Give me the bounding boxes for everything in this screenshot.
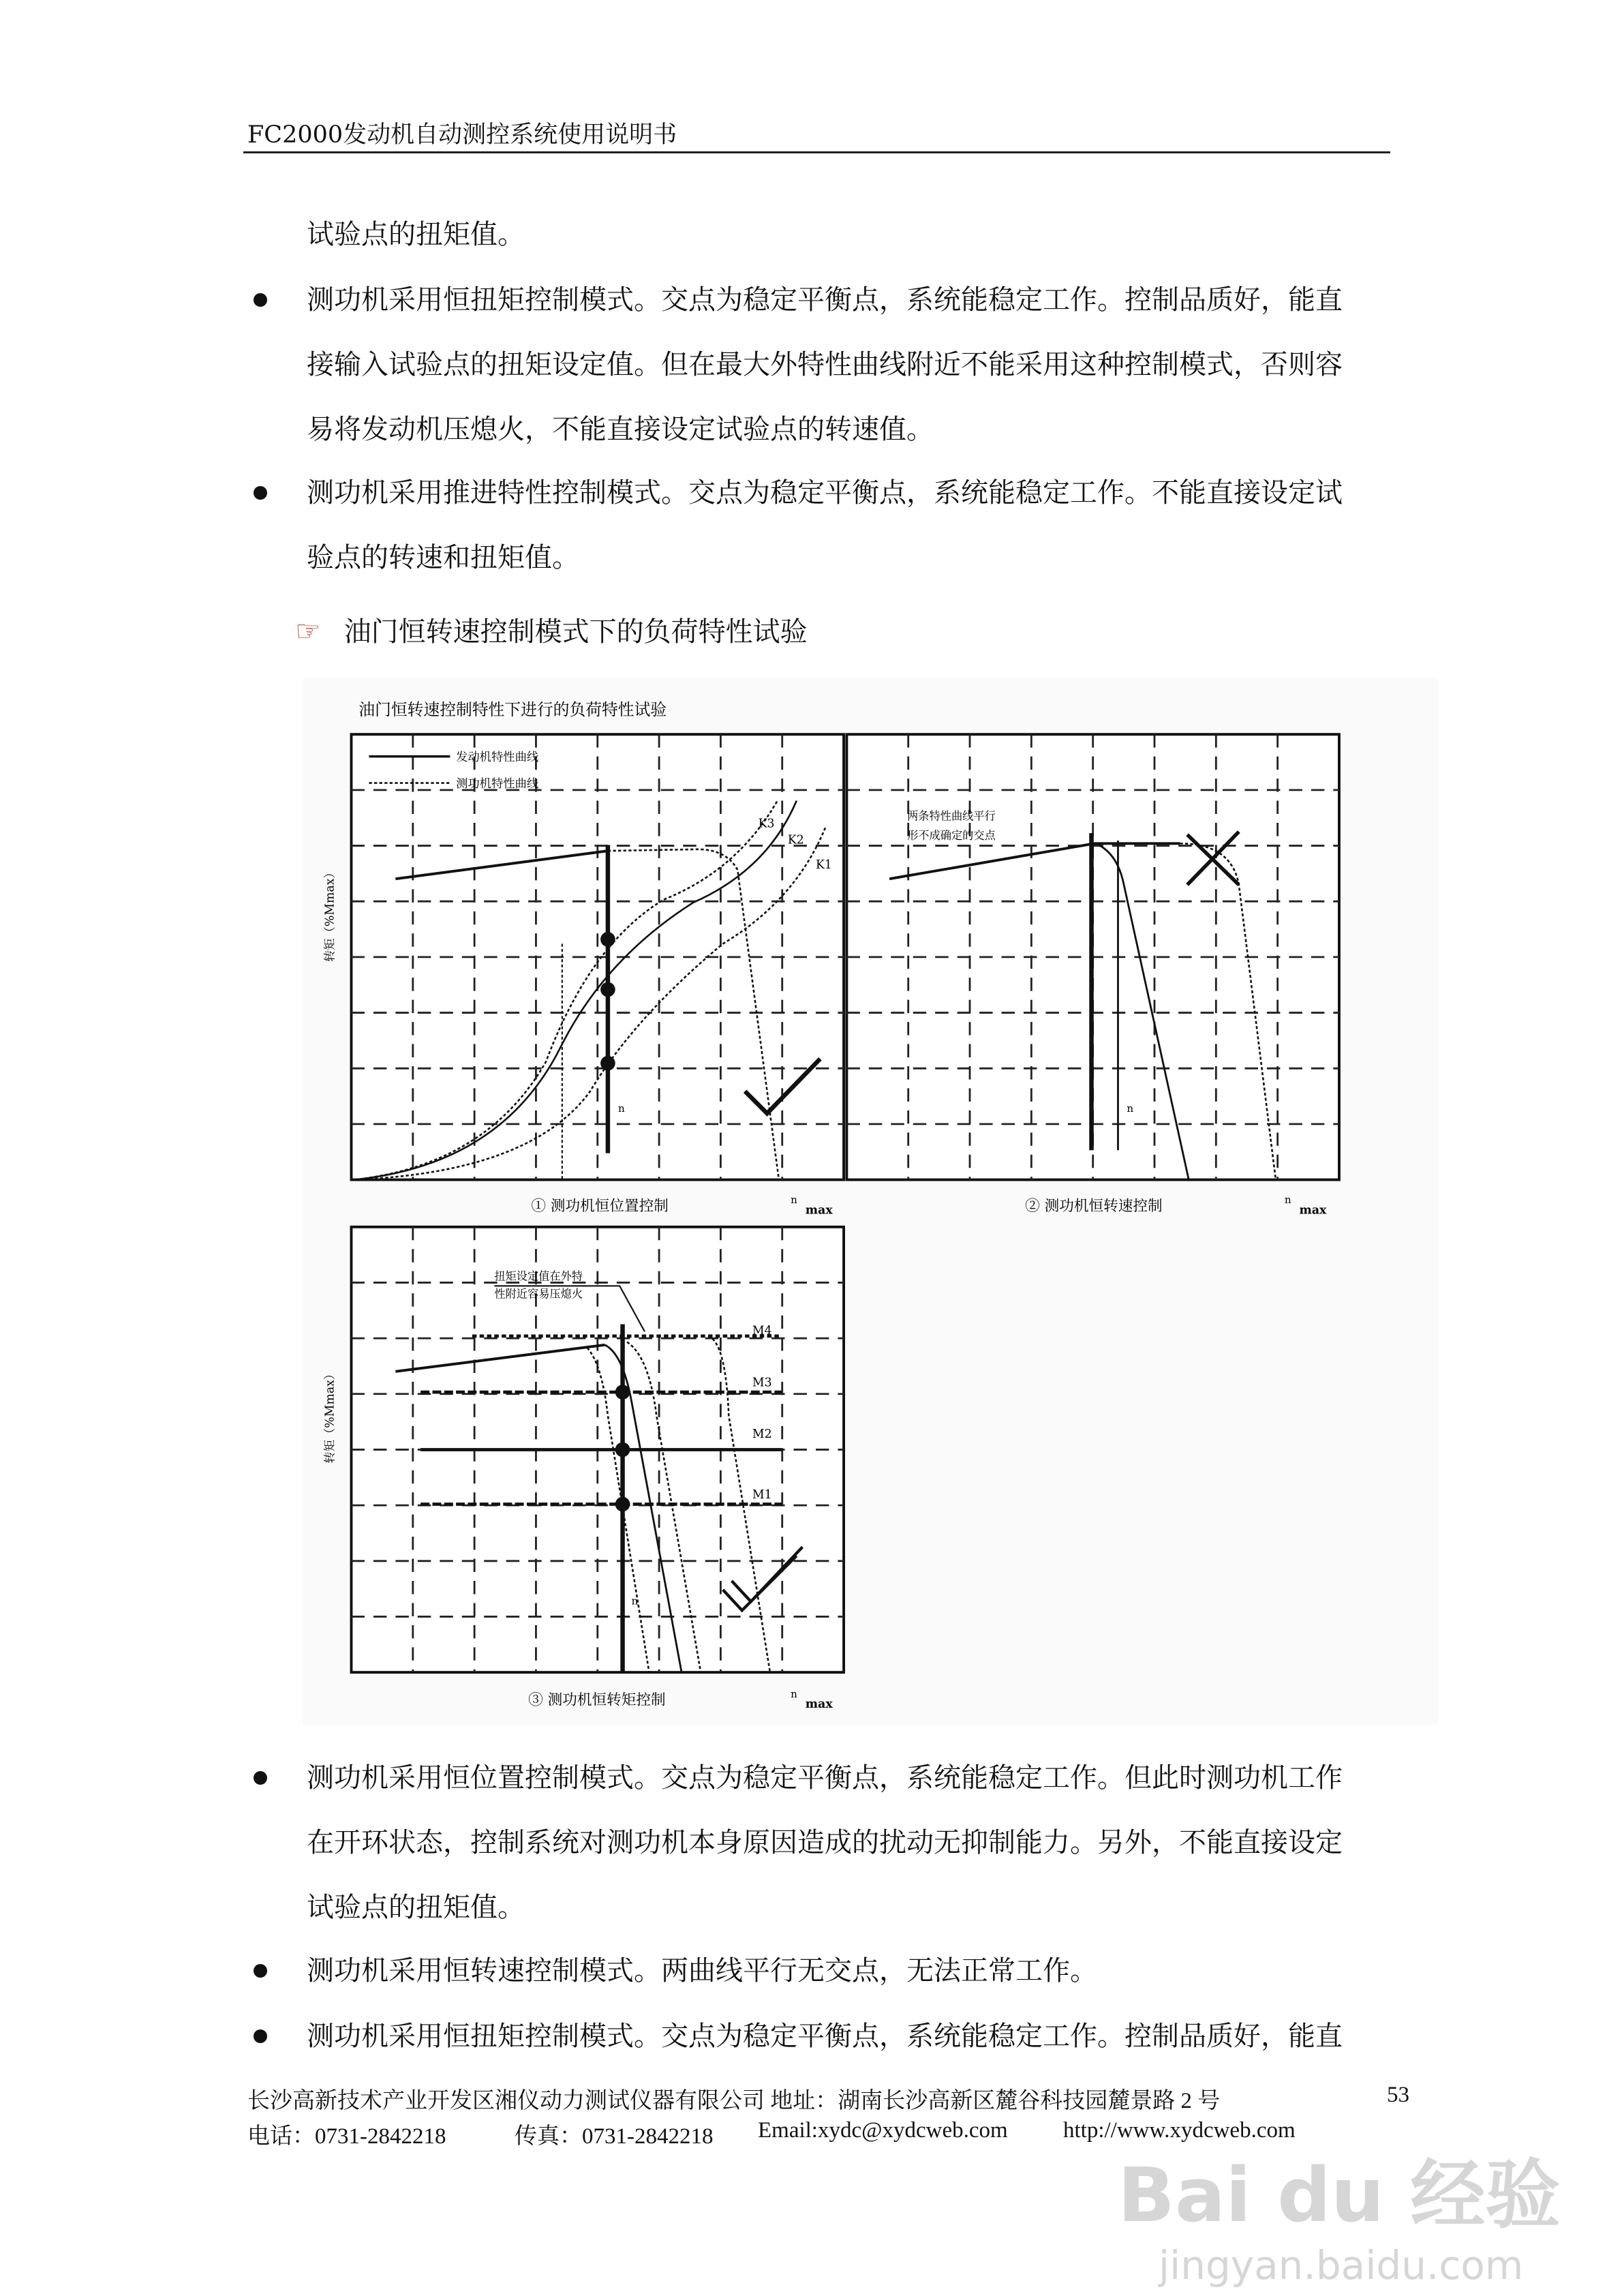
figure-title: 油门恒转速控制特性下进行的负荷特性试验 <box>358 700 667 720</box>
intersection-point <box>615 1385 630 1400</box>
bullet-icon <box>254 1771 267 1785</box>
bullet-icon <box>254 1964 267 1978</box>
legend-dyno-label: 测功机特性曲线 <box>456 777 539 791</box>
paragraph-line: 试验点的扭矩值。 <box>307 219 525 250</box>
paragraph-line: 验点的转速和扭矩值。 <box>307 542 579 573</box>
intersection-point <box>615 1497 630 1512</box>
panel-2-caption: ② 测功机恒转速控制 <box>1025 1197 1163 1215</box>
nmax-label: max <box>805 1697 833 1712</box>
footer-url: http://www.xydcweb.com <box>1063 2118 1296 2143</box>
intersection-point <box>600 1056 615 1071</box>
page-header-title: FC2000发动机自动测控系统使用说明书 <box>247 121 677 149</box>
paragraph-line: 在开环状态，控制系统对测功机本身原因造成的扰动无抑制能力。另外，不能直接设定 <box>307 1827 1343 1858</box>
panel-2-note-line2: 形不成确定的交点 <box>907 828 996 842</box>
level-label-m2: M2 <box>752 1428 772 1442</box>
footer-fax: 传真：0731-2842218 <box>515 2124 714 2149</box>
paragraph-line: 测功机采用恒扭矩控制模式。交点为稳定平衡点，系统能稳定工作。控制品质好，能直 <box>307 284 1343 316</box>
level-label-m1: M1 <box>752 1487 772 1502</box>
bullet-icon <box>254 486 267 500</box>
bullet-icon <box>254 2029 267 2043</box>
paragraph-line: 测功机采用推进特性控制模式。交点为稳定平衡点，系统能稳定工作。不能直接设定试 <box>307 477 1343 509</box>
load-characteristic-figure <box>303 678 1438 1725</box>
intersection-point <box>600 982 615 997</box>
section-heading <box>295 610 808 649</box>
nmax-label: max <box>1299 1203 1327 1218</box>
pointing-hand-icon: ☞ <box>295 614 321 648</box>
page-number: 53 <box>1387 2083 1409 2107</box>
intersection-point <box>600 932 615 947</box>
nmax-n: n <box>1284 1194 1291 1207</box>
footer-address: 长沙高新技术产业开发区湘仪动力测试仪器有限公司 地址：湖南长沙高新区麓谷科技园麓景路 2 号 <box>247 2089 1221 2113</box>
paragraph-line: 测功机采用恒转速控制模式。两曲线平行无交点，无法正常工作。 <box>307 1955 1097 1987</box>
intersection-point <box>615 1442 630 1457</box>
paragraph-line: 易将发动机压熄火，不能直接设定试验点的转速值。 <box>307 414 934 445</box>
y-axis-label: 转矩（%Mmax） <box>323 1368 337 1464</box>
nmax-n: n <box>791 1194 797 1207</box>
curve-label-k2: K2 <box>787 833 804 847</box>
baidu-watermark-logo: Bai du 经验 <box>1118 2151 1561 2239</box>
n-label: n <box>1127 1102 1134 1115</box>
baidu-watermark-url: jingyan.baidu.com <box>1159 2242 1524 2289</box>
panel-2-note-line1: 两条特性曲线平行 <box>907 809 996 823</box>
paragraph-line: 测功机采用恒位置控制模式。交点为稳定平衡点，系统能稳定工作。但此时测功机工作 <box>307 1762 1343 1794</box>
n-label: n <box>631 1595 639 1607</box>
panel-1-caption: ① 测功机恒位置控制 <box>531 1197 669 1215</box>
panel-3-note-line2: 性附近容易压熄火 <box>494 1287 583 1301</box>
header-rule <box>243 151 1390 153</box>
footer-email: Email:xydc@xydcweb.com <box>758 2118 1008 2143</box>
paragraph-line: 接输入试验点的扭矩设定值。但在最大外特性曲线附近不能采用这种控制模式，否则容 <box>307 349 1343 380</box>
level-label-m3: M3 <box>752 1376 772 1390</box>
nmax-n: n <box>791 1687 797 1700</box>
curve-label-k1: K1 <box>815 858 832 873</box>
bullet-icon <box>254 293 267 307</box>
paragraph-line: 测功机采用恒扭矩控制模式。交点为稳定平衡点，系统能稳定工作。控制品质好，能直 <box>307 2021 1343 2052</box>
panel-3-note-line1: 扭矩设定值在外特 <box>494 1269 583 1283</box>
legend-engine-label: 发动机特性曲线 <box>456 751 539 765</box>
panel-3-caption: ③ 测功机恒转矩控制 <box>528 1691 666 1709</box>
y-axis-label: 转矩（%Mmax） <box>323 866 337 963</box>
paragraph-line: 试验点的扭矩值。 <box>307 1892 525 1923</box>
nmax-label: max <box>805 1203 833 1218</box>
n-label: n <box>618 1102 625 1115</box>
level-label-m4: M4 <box>752 1324 772 1338</box>
curve-label-k3: K3 <box>758 817 775 831</box>
footer-phone: 电话：0731-2842218 <box>247 2124 446 2149</box>
section-title: 油门恒转速控制模式下的负荷特性试验 <box>343 616 808 648</box>
